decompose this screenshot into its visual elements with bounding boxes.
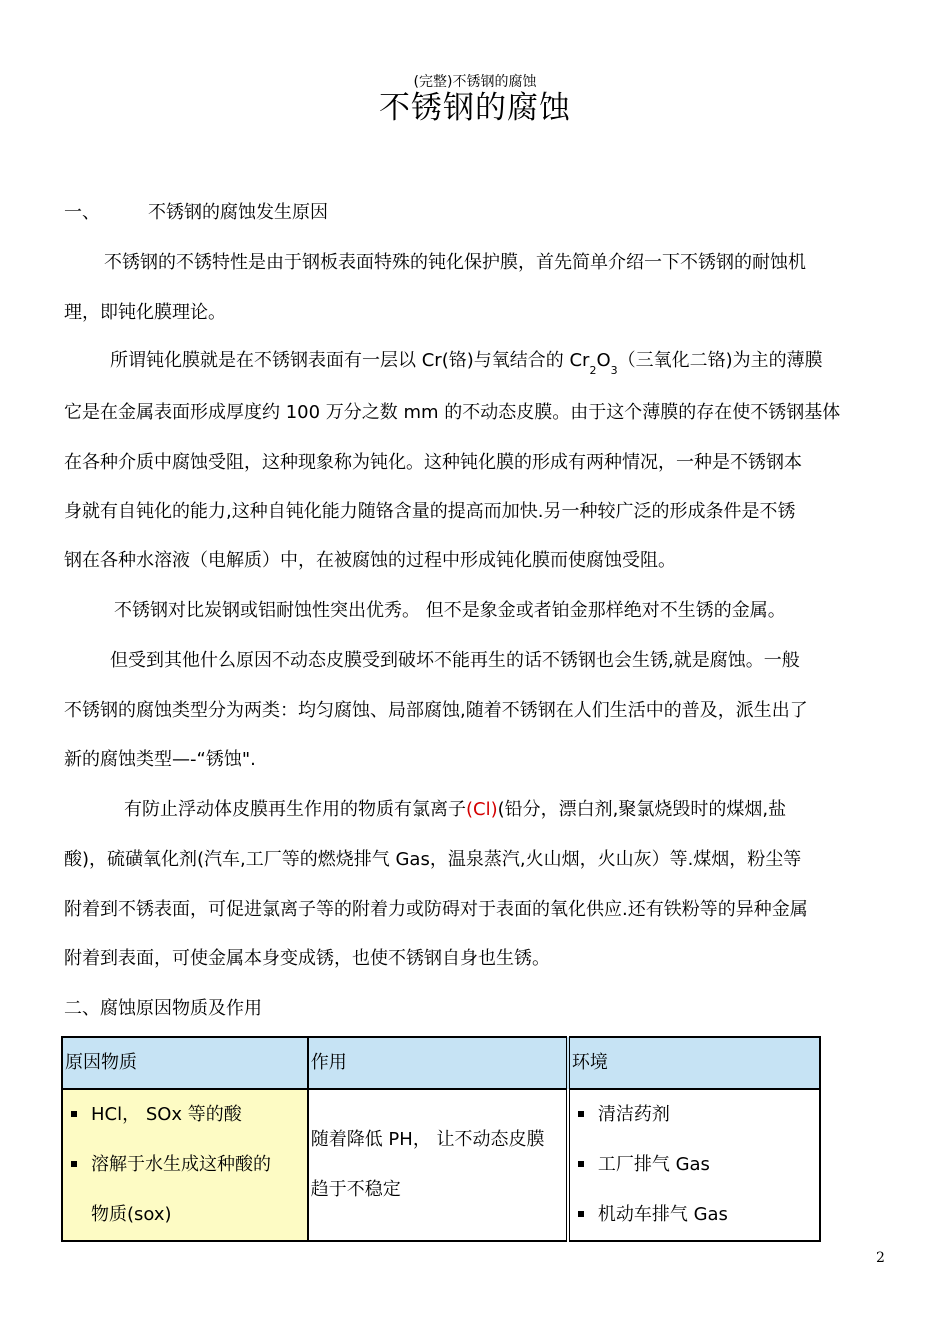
paragraph-line: 身就有自钝化的能力,这种自钝化能力随铬含量的提高而加快.另一种较广泛的形成条件是不锈 (64, 501, 796, 522)
effect-line: 随着降低 PH， 让不动态皮膜 (310, 1129, 545, 1150)
list-item (570, 1090, 819, 1140)
section-2-heading: 二、腐蚀原因物质及作用 (64, 998, 262, 1019)
table-cell-substance (62, 1089, 308, 1241)
corrosion-table (61, 1036, 821, 1242)
bullet-icon (578, 1161, 584, 1167)
paragraph-line: 不锈钢对比炭钢或铝耐蚀性突出优秀。 但不是象金或者铂金那样绝对不生锈的金属。 (114, 600, 786, 621)
bullet-icon (578, 1111, 584, 1117)
table-header-cell: 作用 (308, 1037, 568, 1089)
list-item-text: 清洁药剂 (597, 1104, 670, 1125)
list-item-continuation: 物质(sox) (91, 1204, 172, 1225)
list-item (63, 1140, 307, 1190)
table-header-cell: 环境 (568, 1037, 820, 1089)
paragraph-line: 在各种介质中腐蚀受阻，这种现象称为钝化。这种钝化膜的形成有两种情况，一种是不锈钢本 (64, 452, 802, 473)
effect-line: 趋于不稳定 (310, 1179, 401, 1200)
paragraph-line: 附着到表面，可使金属本身变成锈，也使不锈钢自身也生锈。 (64, 948, 550, 969)
list-item-text: HCl， SOx 等的酸 (91, 1104, 242, 1125)
text-span: 所谓钝化膜就是在不锈钢表面有一层以 Cr(铬)与氧结合的 Cr (110, 350, 590, 371)
bullet-icon (71, 1161, 77, 1167)
paragraph-line: 附着到不锈表面，可促进氯离子等的附着力或防碍对于表面的氧化供应.还有铁粉等的异种金属 (64, 899, 808, 920)
subscript: 3 (610, 364, 618, 377)
paragraph-line: 不锈钢的腐蚀类型分为两类：均匀腐蚀、局部腐蚀,随着不锈钢在人们生活中的普及，派生出了 (64, 700, 808, 721)
page-title: 不锈钢的腐蚀 (379, 90, 571, 126)
text-span: (铅分，漂白剂,聚氯烧毁时的煤烟,盐 (497, 799, 787, 820)
list-item (63, 1090, 307, 1140)
paragraph-line (110, 349, 823, 375)
list-item-text: 溶解于水生成这种酸的 (91, 1154, 271, 1175)
section-1-number: 一、 (64, 202, 100, 223)
section-1-title: 不锈钢的腐蚀发生原因 (148, 202, 328, 223)
list-item-text: 机动车排气 Gas (597, 1204, 728, 1225)
list-item (570, 1190, 819, 1240)
list-item-text: 工厂排气 Gas (597, 1154, 710, 1175)
paragraph-line: 但受到其他什么原因不动态皮膜受到破坏不能再生的话不锈钢也会生锈,就是腐蚀。一般 (110, 650, 800, 671)
table-header-cell: 原因物质 (62, 1037, 308, 1089)
bullet-icon (578, 1211, 584, 1217)
text-span: （三氧化二铬)为主的薄膜 (617, 350, 823, 371)
list-item (570, 1140, 819, 1190)
paragraph-line (124, 798, 786, 822)
chloride-highlight: (Cl) (466, 799, 498, 820)
page-number: 2 (876, 1250, 885, 1266)
table-header-row (62, 1037, 820, 1089)
paragraph-line: 酸)，硫磺氧化剂(汽车,工厂等的燃烧排气 Gas，温泉蒸汽,火山烟，火山灰）等.煤烟，粉尘等 (64, 849, 802, 870)
paragraph-line: 新的腐蚀类型—-“锈蚀". (64, 749, 256, 770)
effect-text-block (309, 1090, 566, 1240)
table-cell-environment (568, 1089, 820, 1241)
paragraph-line: 不锈钢的不锈特性是由于钢板表面特殊的钝化保护膜，首先简单介绍一下不锈钢的耐蚀机 (104, 252, 806, 273)
subscript: 2 (589, 364, 597, 377)
paragraph-line: 理，即钝化膜理论。 (64, 302, 226, 323)
section-1-heading (64, 201, 328, 225)
bullet-icon (71, 1111, 77, 1117)
text-span: O (596, 350, 611, 371)
paragraph-line: 它是在金属表面形成厚度约 100 万分之数 mm 的不动态皮膜。由于这个薄膜的存在使不锈钢基体 (64, 402, 841, 423)
table-row (62, 1089, 820, 1241)
running-header: (完整)不锈钢的腐蚀 (413, 74, 537, 90)
paragraph-line: 钢在各种水溶液（电解质）中，在被腐蚀的过程中形成钝化膜而使腐蚀受阻。 (64, 550, 676, 571)
table-cell-effect (308, 1089, 568, 1241)
text-span: 有防止浮动体皮膜再生作用的物质有氯离子 (124, 799, 466, 820)
